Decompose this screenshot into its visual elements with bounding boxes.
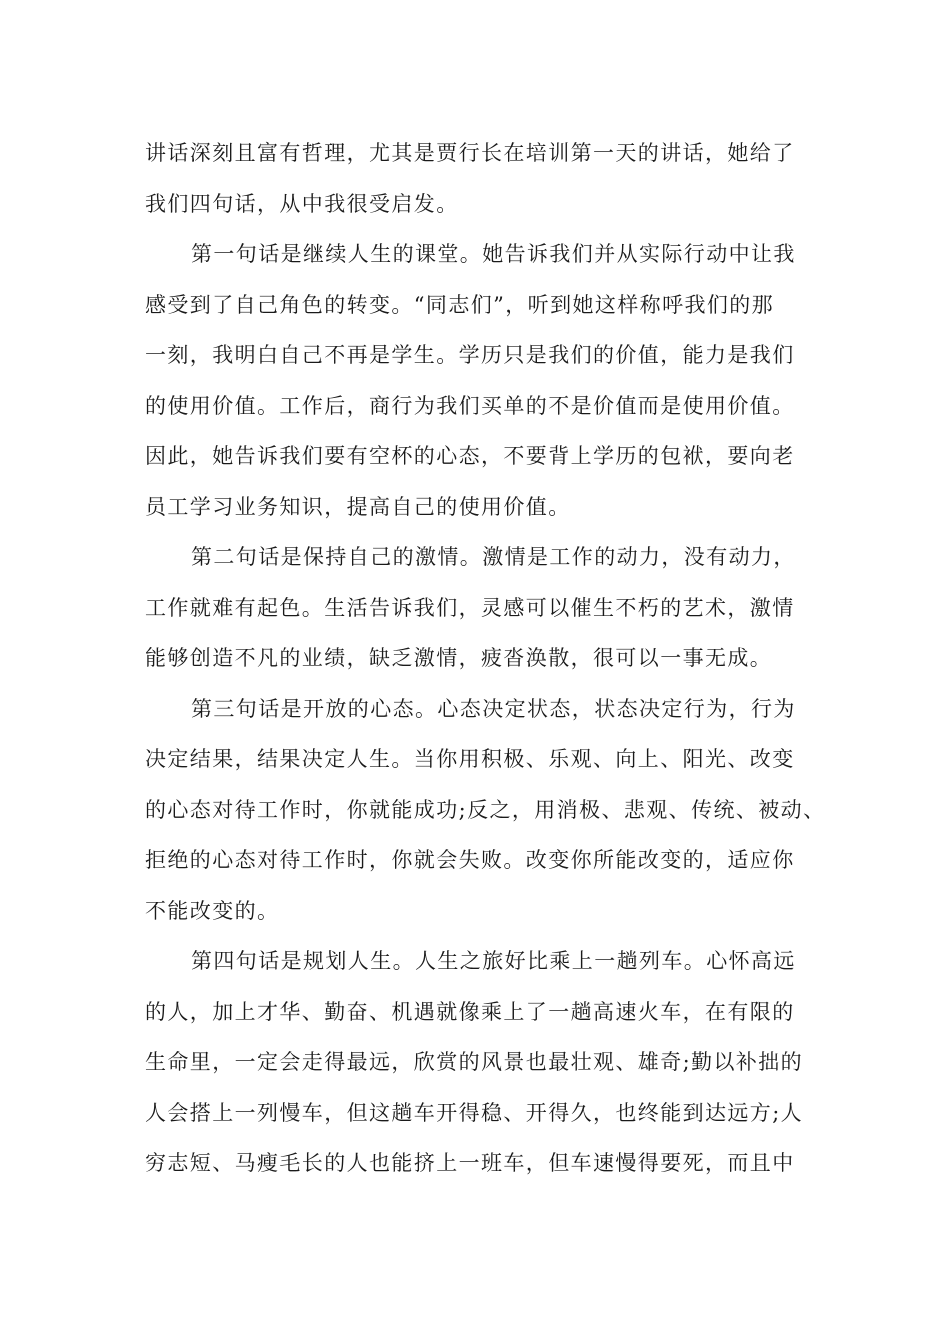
text-line: 因此，她告诉我们要有空杯的心态，不要背上学历的包袱，要向老 — [145, 444, 795, 468]
text-line: 拒绝的心态对待工作时，你就会失败。改变你所能改变的，适应你 — [145, 848, 795, 872]
body-text — [145, 128, 825, 1189]
paragraph-first-line: 第三句话是开放的心态。心态决定状态，状态决定行为，行为 — [191, 696, 796, 721]
text-line: 生命里，一定会走得最远，欣赏的风景也最壮观、雄奇;勤以补拙的 — [145, 1050, 804, 1074]
text-line: 人会搭上一列慢车，但这趟车开得稳、开得久，也终能到达远方;人 — [145, 1100, 804, 1125]
paragraph-first-line: 第一句话是继续人生的课堂。她告诉我们并从实际行动中让我 — [191, 242, 796, 266]
text-line: 员工学习业务知识，提高自己的使用价值。 — [145, 494, 571, 519]
text-line: 的心态对待工作时，你就能成功;反之，用消极、悲观、传统、被动、 — [145, 797, 826, 822]
text-line: 工作就难有起色。生活告诉我们，灵感可以催生不朽的艺术，激情 — [145, 595, 795, 620]
text-line: 我们四句话，从中我很受启发。 — [145, 191, 459, 216]
text-line: 能够创造不凡的业绩，缺乏激情，疲沓涣散，很可以一事无成。 — [145, 646, 773, 670]
text-line: 一刻，我明白自己不再是学生。学历只是我们的价值，能力是我们 — [145, 343, 795, 367]
paragraph-first-line: 第四句话是规划人生。人生之旅好比乘上一趟列车。心怀高远 — [191, 949, 796, 973]
text-line: 的人，加上才华、勤奋、机遇就像乘上了一趟高速火车，在有限的 — [145, 999, 795, 1024]
paragraph-first-line: 第二句话是保持自己的激情。激情是工作的动力，没有动力， — [191, 545, 796, 569]
text-line: 讲话深刻且富有哲理，尤其是贾行长在培训第一天的讲话，她给了 — [145, 141, 795, 165]
text-line: 决定结果，结果决定人生。当你用积极、乐观、向上、阳光、改变 — [145, 747, 795, 771]
text-line: 感受到了自己角色的转变。“同志们”，听到她这样称呼我们的那 — [145, 292, 775, 317]
text-line: 穷志短、马瘦毛长的人也能挤上一班车，但车速慢得要死，而且中 — [145, 1151, 795, 1175]
text-line: 不能改变的。 — [145, 898, 280, 923]
text-line: 的使用价值。工作后，商行为我们买单的不是价值而是使用价值。 — [145, 393, 795, 418]
